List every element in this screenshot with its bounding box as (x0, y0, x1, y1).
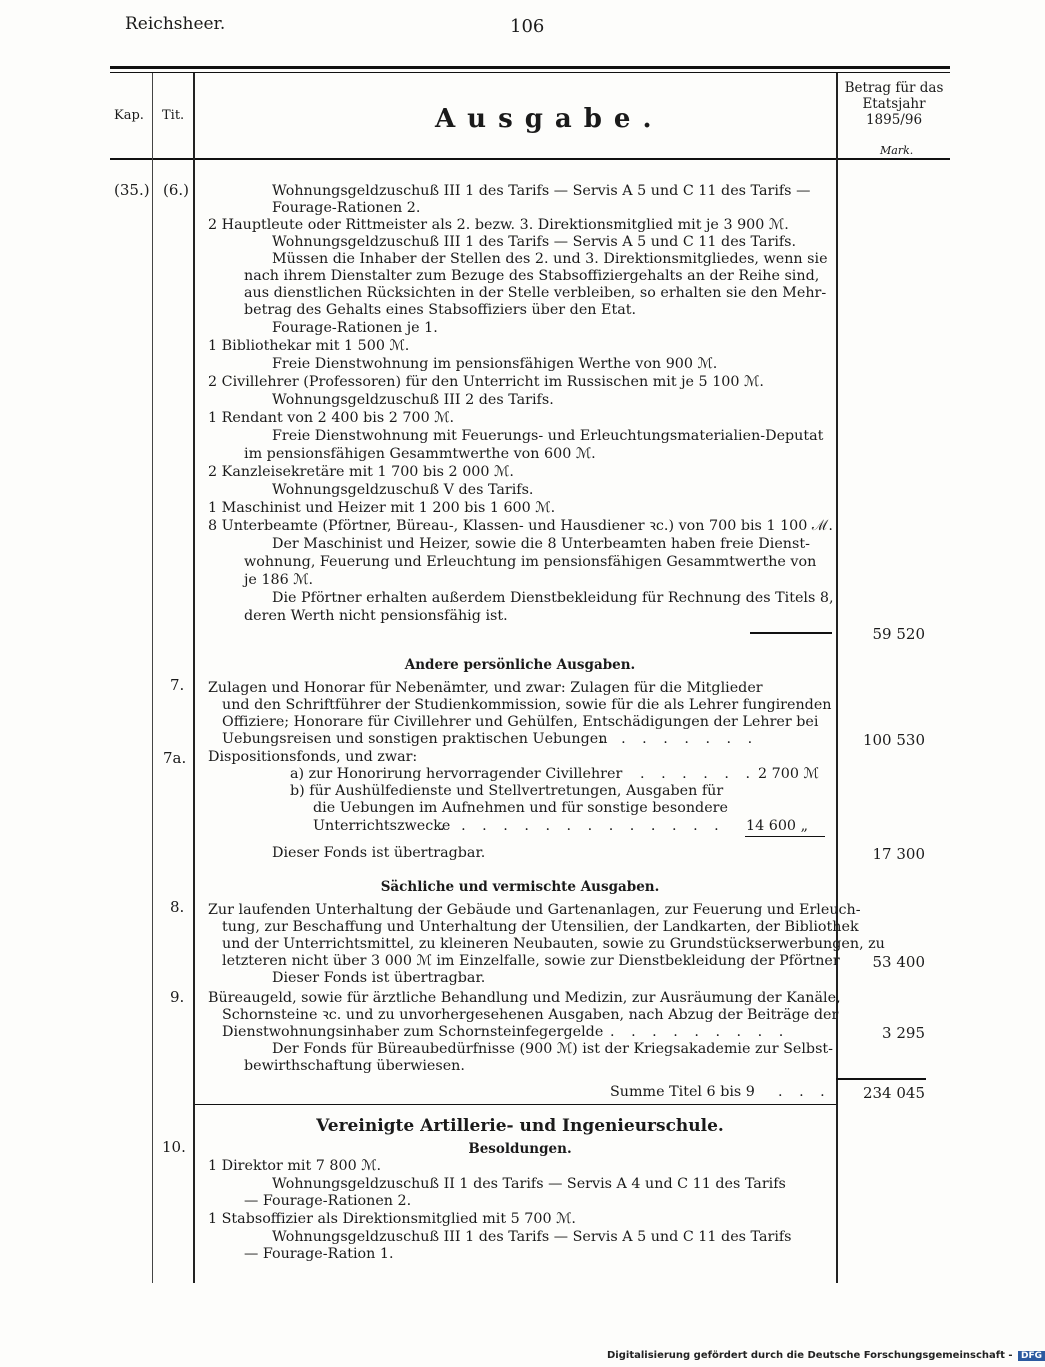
t10-line: 1 Stabsoffizier als Direktionsmitglied mit 5 700 ℳ. (208, 1211, 576, 1227)
sum-rule-top (836, 1078, 926, 1080)
amount-sum: 234 045 (862, 1084, 925, 1102)
t7-line: Uebungsreisen und sonstigen praktischen Uebungen (222, 731, 608, 747)
sum-rule-bottom (195, 1104, 836, 1105)
body-line: 2 Hauptleute oder Rittmeister als 2. bezw. 3. Direktionsmitglied mit je 3 900 ℳ. (208, 217, 789, 233)
body-line: 1 Bibliothekar mit 1 500 ℳ. (208, 338, 410, 354)
t7a-line: b) für Aushülfedienste und Stellvertretungen, Ausgaben für (290, 783, 724, 799)
body-line: Freie Dienstwohnung im pensionsfähigen Werthe von 900 ℳ. (272, 356, 718, 372)
top-rule-thin (110, 72, 950, 73)
body-line: wohnung, Feuerung und Erleuchtung im pensionsfähigen Gesammtwerthe von (244, 554, 817, 570)
body-line: aus dienstlichen Rücksichten in der Stelle verbleiben, so erhalten sie den Mehr- (244, 285, 827, 301)
t7a-line: Dieser Fonds ist übertragbar. (272, 845, 486, 861)
t7-line: Zulagen und Honorar für Nebenämter, und zwar: Zulagen für die Mitglieder (208, 680, 763, 696)
t9-line: Schornsteine ꝛc. und zu unvorhergesehenen Ausgaben, nach Abzug der Beiträge der (222, 1007, 839, 1023)
tit-marker-7a: 7a. (163, 749, 187, 767)
t10-line: — Fourage-Ration 1. (244, 1246, 394, 1262)
body-line: Müssen die Inhaber der Stellen des 2. und 3. Direktionsmitgliedes, wenn sie (272, 251, 828, 267)
body-line: 1 Rendant von 2 400 bis 2 700 ℳ. (208, 410, 455, 426)
section-heading-material: Sächliche und vermischte Ausgaben. (380, 879, 660, 895)
body-line: im pensionsfähigen Gesammtwerthe von 600 ℳ. (244, 446, 596, 462)
t7-line: Offiziere; Honorare für Civillehrer und Gehülfen, Entschädigungen der Lehrer bei (222, 714, 819, 730)
dfg-logo: DFG (1018, 1351, 1045, 1361)
leader-dots: . . . . . . (640, 766, 756, 782)
top-rule-thick (110, 66, 950, 69)
tit-marker-6: (6.) (163, 181, 190, 199)
body-line: 2 Civillehrer (Professoren) für den Unterricht im Russischen mit je 5 100 ℳ. (208, 374, 764, 390)
t7-line: und den Schriftführer der Studienkommission, sowie für die als Lehrer fungirenden (222, 697, 832, 713)
t10-line: Wohnungsgeldzuschuß II 1 des Tarifs — Servis A 4 und C 11 des Tarifs (272, 1176, 786, 1192)
body-line: Wohnungsgeldzuschuß III 1 des Tarifs — Servis A 5 und C 11 des Tarifs. (272, 234, 797, 250)
tit-marker-7: 7. (170, 676, 185, 694)
tit-marker-10: 10. (162, 1138, 186, 1156)
t8-line: und der Unterrichtsmittel, zu kleineren Neubauten, sowie zu Grundstückserwerbungen, zu (222, 936, 885, 952)
body-line: Die Pförtner erhalten außerdem Dienstbekleidung für Rechnung des Titels 8, (272, 590, 834, 606)
body-line: deren Werth nicht pensionsfähig ist. (244, 608, 508, 624)
t9-line: Dienstwohnungsinhaber zum Schornsteinfegergelde (222, 1024, 604, 1040)
amount-title-6: 59 520 (872, 625, 925, 643)
kap-marker: (35.) (114, 181, 150, 199)
section-heading-personal: Andere persönliche Ausgaben. (404, 657, 636, 673)
section-heading-pay: Besoldungen. (468, 1141, 572, 1157)
tit-marker-9: 9. (170, 988, 185, 1006)
t7a-amount-b: 14 600 „ (746, 818, 808, 834)
amount-title-9: 3 295 (882, 1024, 925, 1042)
amount-title-7a: 17 300 (872, 845, 925, 863)
body-line: 1 Maschinist und Heizer mit 1 200 bis 1 600 ℳ. (208, 500, 556, 516)
leader-dots: . . . . . . . . (600, 731, 759, 747)
inner-sum-rule (745, 836, 825, 837)
t7a-line: a) zur Honorirung hervorragender Civillehrer (290, 766, 623, 782)
body-line: Fourage-Rationen je 1. (272, 320, 438, 336)
leader-dots: . . . (778, 1084, 831, 1100)
t8-line: tung, zur Beschaffung und Unterhaltung der Utensilien, der Landkarten, der Bibliothek (222, 919, 859, 935)
body-line: betrag des Gehalts eines Stabsoffiziers über den Etat. (244, 302, 637, 318)
t9-line: Der Fonds für Büreaubedürfnisse (900 ℳ) ist der Kriegsakademie zur Selbst- (272, 1041, 833, 1057)
body-line: Fourage-Rationen 2. (272, 200, 421, 216)
leader-dots: . . . . . . . . . . . . . . (440, 818, 725, 834)
t7a-line: Unterrichtszwecke (313, 818, 451, 834)
t8-line: letzteren nicht über 3 000 ℳ im Einzelfalle, sowie zur Dienstbekleidung der Pförtner (222, 953, 840, 969)
body-line: Wohnungsgeldzuschuß III 1 des Tarifs — Servis A 5 und C 11 des Tarifs — (272, 183, 811, 199)
t10-line: 1 Direktor mit 7 800 ℳ. (208, 1158, 382, 1174)
running-head: Reichsheer. (125, 14, 226, 34)
body-line: Wohnungsgeldzuschuß III 2 des Tarifs. (272, 392, 554, 408)
t7a-amount-a: 2 700 ℳ (758, 766, 819, 782)
body-line: 8 Unterbeamte (Pförtner, Büreau-, Klassen- und Hausdiener ꝛc.) von 700 bis 1 100 ℳ. (208, 518, 833, 534)
body-line: 2 Kanzleisekretäre mit 1 700 bis 2 000 ℳ. (208, 464, 514, 480)
header-bottom-rule (110, 158, 950, 160)
section-heading-school: Vereinigte Artillerie- und Ingenieurschule. (316, 1116, 724, 1136)
body-line: Freie Dienstwohnung mit Feuerungs- und Erleuchtungsmaterialien-Deputat (272, 428, 824, 444)
tit-marker-8: 8. (170, 898, 185, 916)
col-head-title: Ausgabe. (435, 104, 664, 134)
col-head-unit: Mark. (880, 144, 914, 157)
body-line: je 186 ℳ. (244, 572, 314, 588)
amount-title-8: 53 400 (872, 953, 925, 971)
t9-line: Büreaugeld, sowie für ärztliche Behandlung und Medizin, zur Ausräumung der Kanäle, (208, 990, 841, 1006)
leader-dots: . . . . . . . . . (610, 1024, 790, 1040)
sum-label: Summe Titel 6 bis 9 (610, 1084, 755, 1100)
t10-line: — Fourage-Rationen 2. (244, 1193, 412, 1209)
t10-line: Wohnungsgeldzuschuß III 1 des Tarifs — Servis A 5 und C 11 des Tarifs (272, 1229, 792, 1245)
t8-line: Dieser Fonds ist übertragbar. (272, 970, 486, 986)
t9-line: bewirthschaftung überwiesen. (244, 1058, 465, 1074)
body-line: Wohnungsgeldzuschuß V des Tarifs. (272, 482, 534, 498)
footer-credit (607, 1350, 1045, 1361)
page-number: 106 (510, 16, 545, 37)
amount-title-7: 100 530 (862, 731, 925, 749)
col-head-kap: Kap. (114, 108, 144, 123)
body-line: Der Maschinist und Heizer, sowie die 8 Unterbeamten haben freie Dienst- (272, 536, 810, 552)
t7a-line: Dispositionsfonds, und zwar: (208, 749, 418, 765)
t8-line: Zur laufenden Unterhaltung der Gebäude und Gartenanlagen, zur Feuerung und Erleuch- (208, 902, 861, 918)
col-head-tit: Tit. (162, 108, 185, 123)
body-line: nach ihrem Dienstalter zum Bezuge des Stabsoffiziergehalts an der Reihe sind, (244, 268, 820, 284)
col-divider-tit (193, 73, 195, 1283)
col-divider-kap (152, 73, 153, 1283)
col-head-amount: Betrag für das Etatsjahr 1895/96 (844, 80, 944, 128)
t7a-line: die Uebungen im Aufnehmen und für sonstige besondere (313, 800, 728, 816)
footer-text: Digitalisierung gefördert durch die Deutsche Forschungsgemeinschaft - (607, 1350, 1013, 1361)
